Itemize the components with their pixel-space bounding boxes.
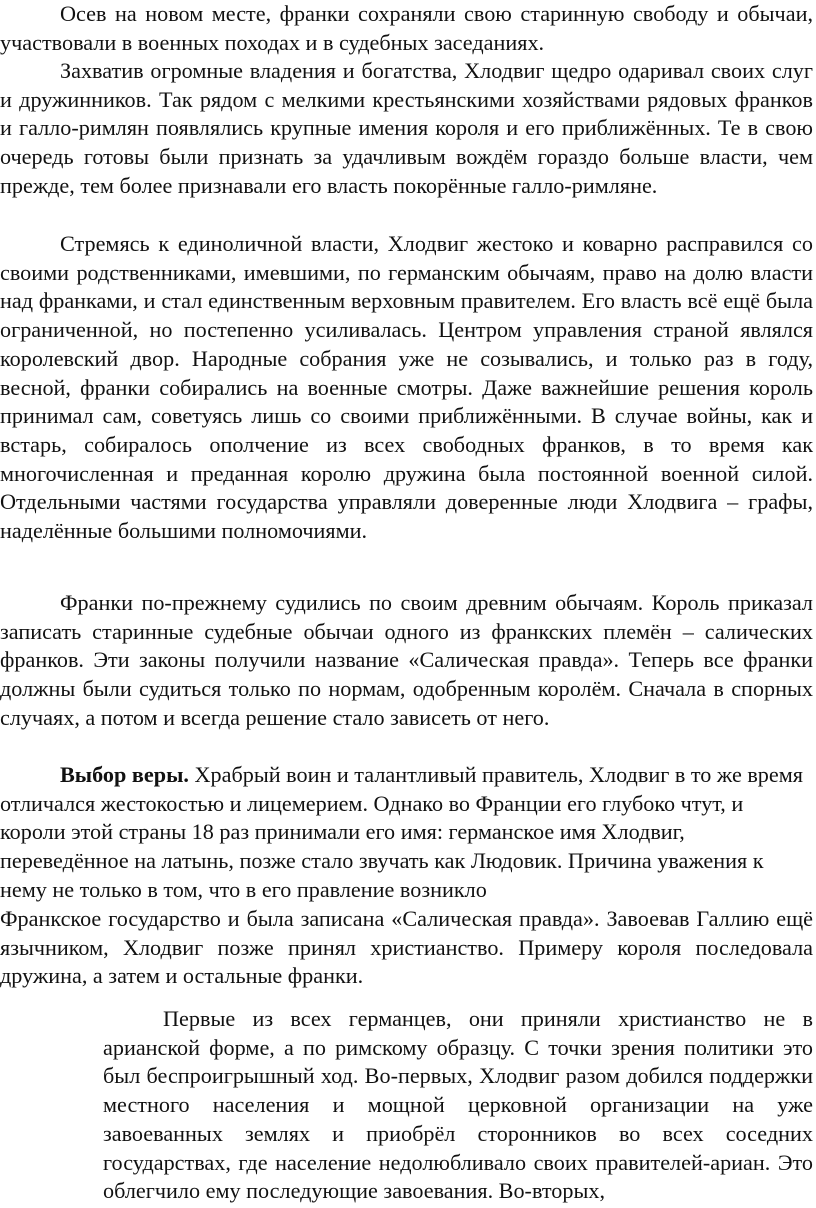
paragraph-salic-law: Франки по-прежнему судились по своим древним обычаям. Король приказал записать старинные судебные обычаи одного из франкских племён – салических франков. Эти законы получили название «Салическая правда». Теперь все франки должны были судиться только по нормам, одобренным королём. Сначала в спорных случаях, а потом и всегда решение стало зависеть от него. (0, 590, 813, 730)
paragraph-clovis-wealth: Захватив огромные владения и богатства, Хлодвиг щедро одаривал своих слуг и дружинников. Так рядом с мелкими крестьянскими хозяйствами рядовых франков и галло-римлян появлялись крупные имения короля и его приближённых. Те в свою очередь готовы были признать за удачливым вождём гораздо больше власти, чем прежде, тем более признавали его власть покорённые галло-римляне. (0, 58, 813, 198)
section-choice-of-faith (0, 761, 813, 905)
section-heading: Выбор веры. (60, 762, 189, 787)
paragraph-franks-customs: Осев на новом месте, франки сохраняли свою старинную свободу и обычаи, участвовали в военных походах и в судебных заседаниях. (0, 1, 813, 55)
section-text: Храбрый воин и талантливый правитель, Хлодвиг в то же время отличался жестокостью и лицемерием. Однако во Франции его глубоко чтут, и короли этой страны 18 раз принимали его имя: германское имя Хлодвиг, переведённое на латынь, позже стало звучать как Людовик. Причина уважения к нему не только в том, что в его правление возникло (0, 762, 803, 902)
paragraph-inset: Первые из всех германцев, они приняли христианство не в арианской форме, а по римскому образцу. С точки зрения политики это был беспроигрышный ход. Во-первых, Хлодвиг разом добился поддержки местного населения и мощной церковной организации на уже завоеванных землях и приобрёл сторонников во всех соседних государствах, где население недолюбливало своих правителей-ариан. Это облегчило ему последующие завоевания. Во-вторых, (103, 1006, 813, 1204)
paragraph-continuation: Франкское государство и была записана «Салическая правда». Завоевав Галлию ещё язычником, Хлодвиг позже принял христианство. Примеру короля последовала дружина, а затем и остальные франки. (0, 906, 813, 989)
paragraph-sole-power: Стремясь к единоличной власти, Хлодвиг жестоко и коварно расправился со своими родственниками, имевшими, по германским обычаям, право на долю власти над франками, и стал единственным верховным правителем. Его власть всё ещё была ограниченной, но постепенно усиливалась. Центром управления страной являлся королевский двор. Народные собрания уже не созывались, и только раз в году, весной, франки собирались на военные смотры. Даже важнейшие решения король принимал сам, советуясь лишь со своими приближёнными. В случае войны, как и встарь, собиралось ополчение из всех свободных франков, в то время как многочисленная и преданная королю дружина была постоянной военной силой. Отдельными частями государства управляли доверенные люди Хлодвига – графы, наделённые большими полномочиями. (0, 231, 813, 544)
